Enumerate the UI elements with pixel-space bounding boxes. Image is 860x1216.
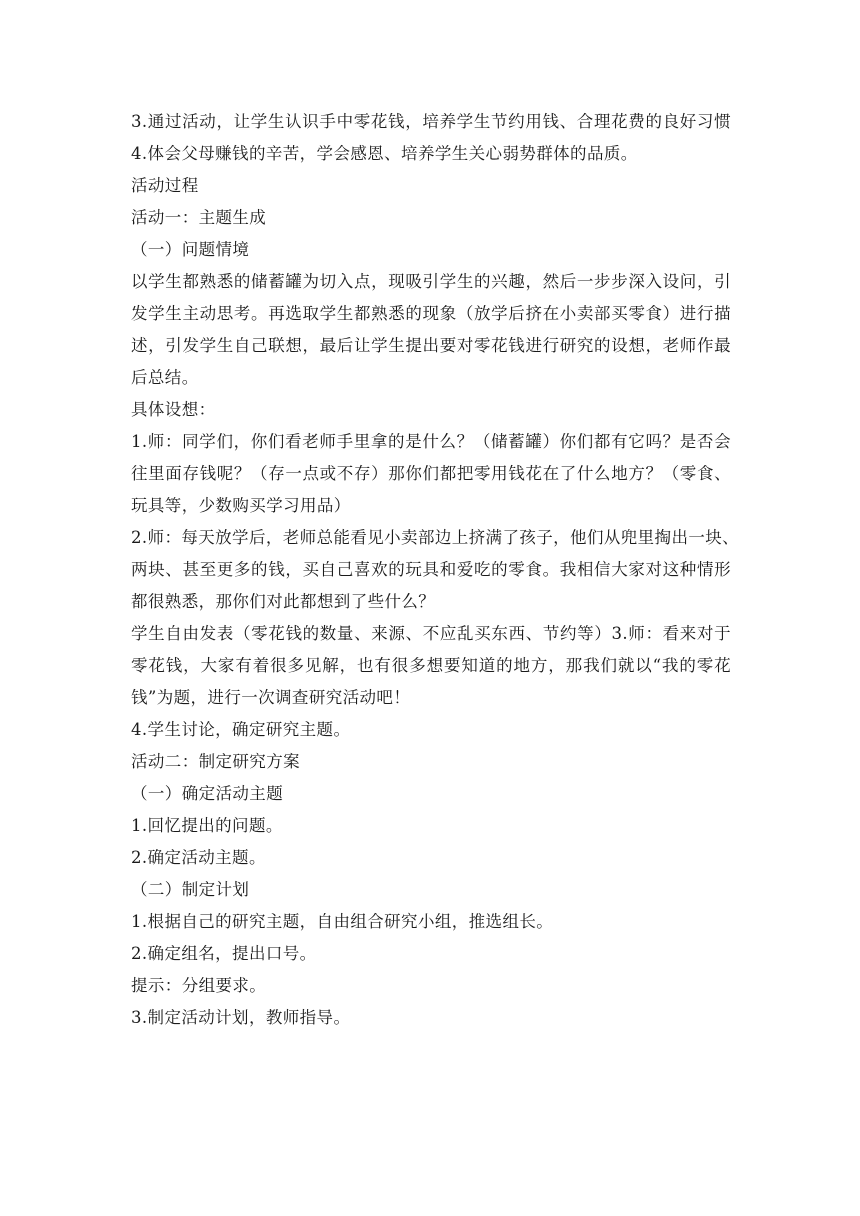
paragraph-line: 钱”为题，进行一次调查研究活动吧！ (131, 688, 411, 707)
subheading-problem-situation: （一）问题情境 (131, 240, 250, 259)
paragraph-line: 述，引发学生自己联想，最后让学生提出要对零花钱进行研究的设想，老师作最 (131, 336, 731, 355)
paragraph-line: 两块、甚至更多的钱，买自己喜欢的玩具和爱吃的零食。我相信大家对这种情形 (131, 560, 731, 579)
paragraph-line: 发学生主动思考。再选取学生都熟悉的现象（放学后挤在小卖部买零食）进行描 (131, 304, 731, 323)
paragraph-line: 4.学生讨论，确定研究主题。 (131, 720, 351, 739)
activity-2-heading: 活动二：制定研究方案 (131, 752, 300, 771)
paragraph-line: 往里面存钱呢？（存一点或不存）那你们都把零用钱花在了什么地方？（零食、 (131, 464, 731, 483)
tip-line: 提示：分组要求。 (131, 976, 267, 995)
subheading-confirm-topic: （一）确定活动主题 (131, 784, 284, 803)
paragraph-line: 都很熟悉，那你们对此都想到了些什么？ (131, 592, 436, 611)
activity-1-heading: 活动一：主题生成 (131, 208, 267, 227)
goal-4-line: 4.体会父母赚钱的辛苦，学会感恩、培养学生关心弱势群体的品质。 (131, 144, 638, 163)
document-body (131, 106, 740, 1034)
paragraph-line: 后总结。 (131, 368, 199, 387)
list-item: 3.制定活动计划，教师指导。 (131, 1008, 351, 1027)
paragraph-line: 玩具等，少数购买学习用品） (131, 496, 351, 515)
section-heading-activity-process: 活动过程 (131, 176, 199, 195)
paragraph-line: 2.师：每天放学后，老师总能看见小卖部边上挤满了孩子，他们从兜里掏出一块、 (131, 528, 740, 547)
list-item: 1.回忆提出的问题。 (131, 816, 283, 835)
paragraph-line: 零花钱，大家有着很多见解，也有很多想要知道的地方，那我们就以“我的零花 (131, 656, 731, 675)
paragraph-line: 1.师：同学们，你们看老师手里拿的是什么？（储蓄罐）你们都有它吗？是否会 (131, 432, 731, 451)
paragraph-line: 以学生都熟悉的储蓄罐为切入点，现吸引学生的兴趣，然后一步步深入设问，引 (131, 272, 731, 291)
goal-3-line: 3.通过活动，让学生认识手中零花钱，培养学生节约用钱、合理花费的良好习惯 (131, 112, 731, 131)
subheading-make-plan: （二）制定计划 (131, 880, 250, 899)
subheading-specific-plan: 具体设想： (131, 400, 216, 419)
list-item: 2.确定活动主题。 (131, 848, 266, 867)
list-item: 1.根据自己的研究主题，自由组合研究小组，推选组长。 (131, 912, 554, 931)
paragraph-line: 学生自由发表（零花钱的数量、来源、不应乱买东西、节约等）3.师：看来对于 (131, 624, 731, 643)
list-item: 2.确定组名，提出口号。 (131, 944, 317, 963)
